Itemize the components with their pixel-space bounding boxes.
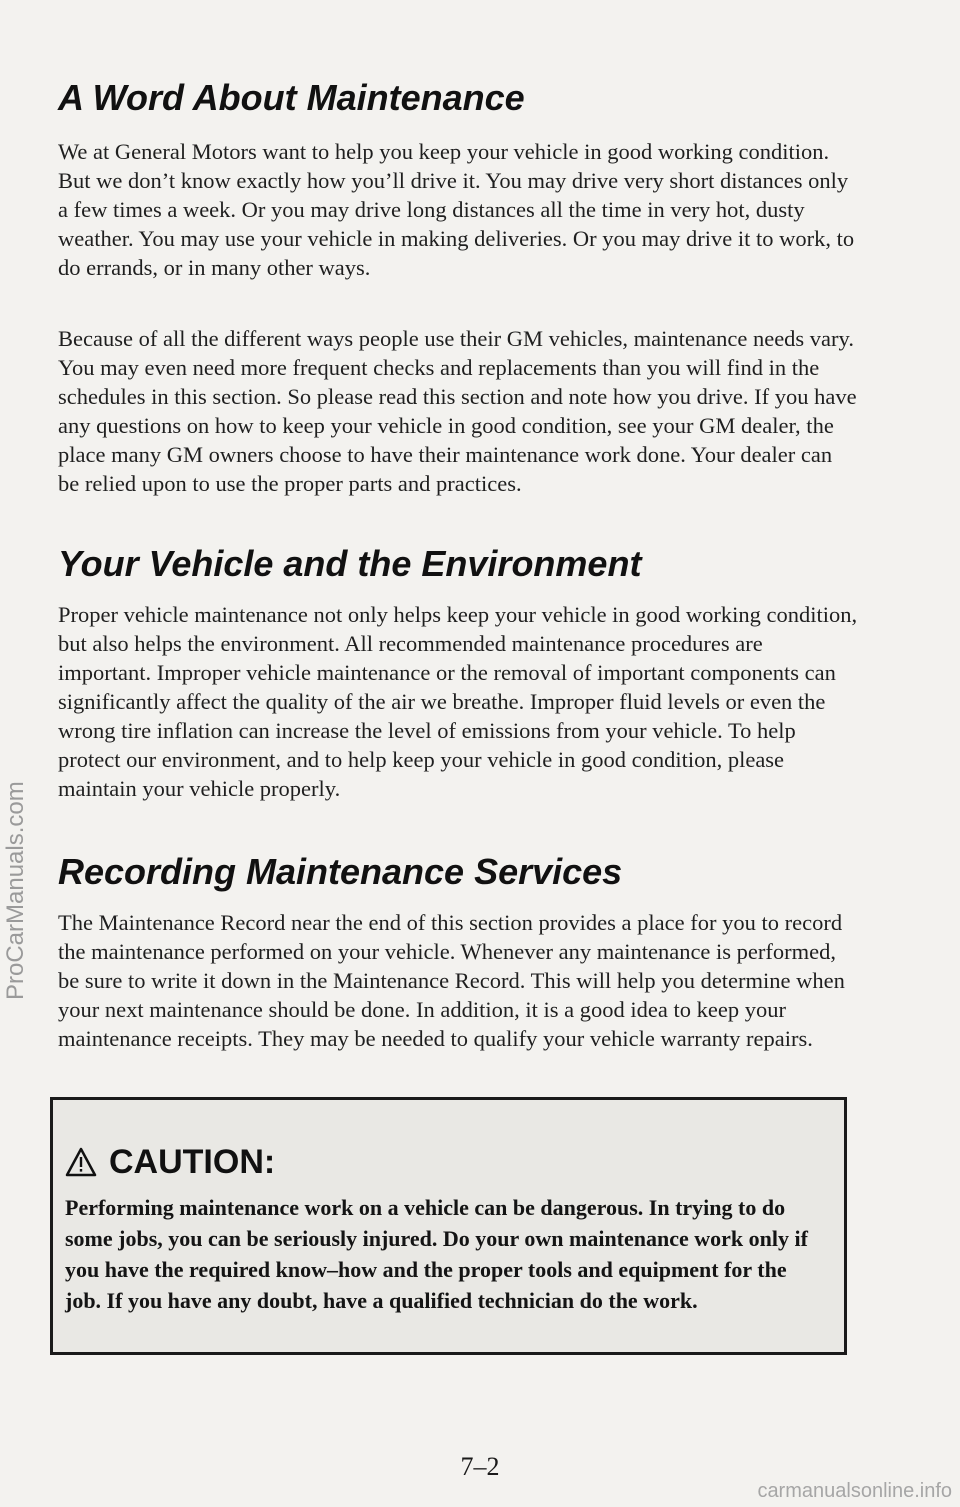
- side-watermark: ProCarManuals.com: [2, 781, 29, 1000]
- bottom-watermark: carmanualsonline.info: [757, 1480, 952, 1502]
- heading-vehicle-environment: Your Vehicle and the Environment: [58, 543, 642, 584]
- caution-text: Performing maintenance work on a vehicle can be dangerous. In trying to do some jobs, you can be seriously injured. Do your own maintenance work only if you have the required know–how and the proper tools and equipment for the job. If you have any doubt, have a qualified technician do the work.: [65, 1195, 808, 1313]
- caution-title: CAUTION:: [109, 1142, 276, 1181]
- caution-title-row: [65, 1142, 275, 1182]
- paragraph-recording: The Maintenance Record near the end of this section provides a place for you to record the maintenance performed on your vehicle. Whenever any maintenance is performed, be sure to write it down in the Maintenance Record. This will help you determine when your next maintenance should be done. In addition, it is a good idea to keep your maintenance receipts. They may be needed to qualify your vehicle warranty repairs.: [58, 910, 845, 1051]
- heading-recording-maintenance: Recording Maintenance Services: [58, 851, 623, 892]
- caution-box: [50, 1097, 847, 1355]
- paragraph-maintenance-needs: Because of all the different ways people use their GM vehicles, maintenance needs vary. You may even need more frequent checks and replacements than you will find in the schedules in this section. So please read this section and note how you drive. If you have any questions on how to keep your vehicle in good condition, see your GM dealer, the place many GM owners choose to have their maintenance work done. Your dealer can be relied upon to use the proper parts and practices.: [58, 326, 857, 496]
- warning-triangle-icon: [65, 1147, 97, 1177]
- paragraph-environment: Proper vehicle maintenance not only helps keep your vehicle in good working condition, but also helps the environment. All recommended maintenance procedures are important. Improper vehicle maintenance or the removal of important components can significantly affect the quality of the air we breathe. Improper fluid levels or even the wrong tire inflation can increase the level of emissions from your vehicle. To help protect our environment, and to help keep your vehicle in good condition, please maintain your vehicle properly.: [58, 602, 858, 801]
- paragraph-maintenance-intro: We at General Motors want to help you keep your vehicle in good working condition. But we don’t know exactly how you’ll drive it. You may drive very short distances only a few times a week. Or you may drive long distances all the time in very hot, dusty weather. You may use your vehicle in making deliveries. Or you may drive it to work, to do errands, or in many other ways.: [58, 139, 855, 280]
- page-number: 7–2: [460, 1452, 500, 1481]
- heading-word-about-maintenance: A Word About Maintenance: [58, 77, 525, 118]
